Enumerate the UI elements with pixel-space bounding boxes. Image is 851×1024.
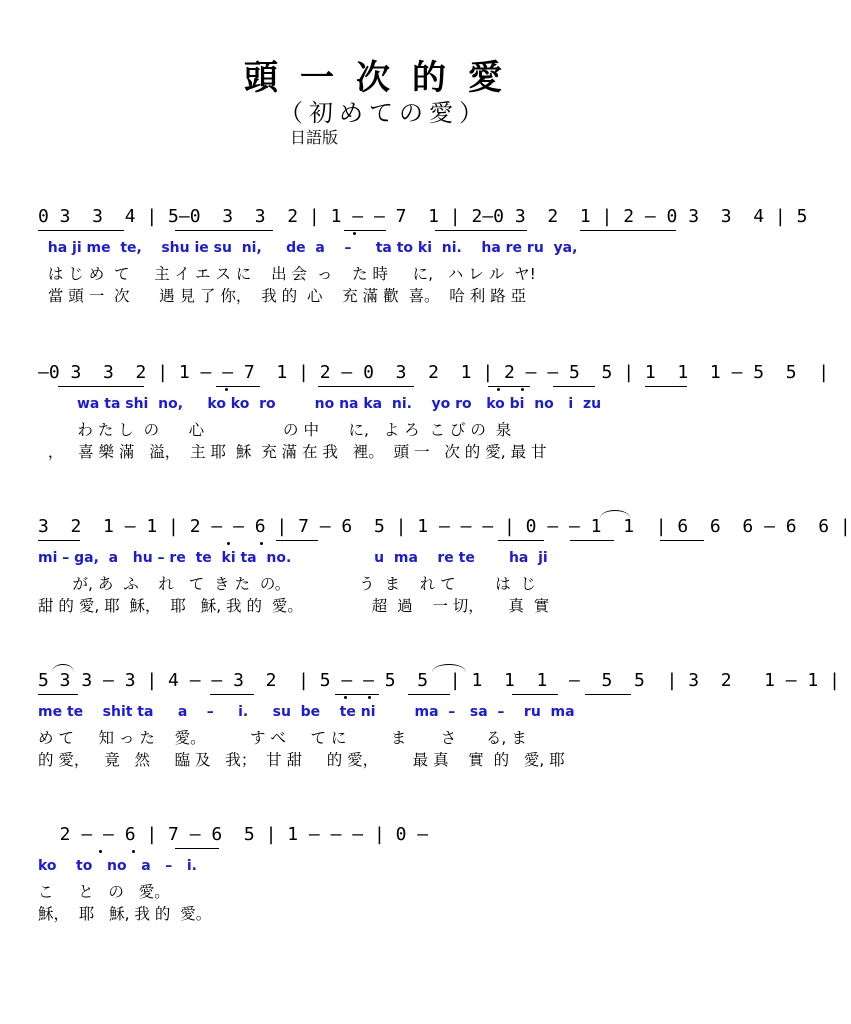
chinese-lyrics: 的 愛， 竟 然 臨 及 我； 甘 甜 的 愛， 最 真 實 的 愛, 耶 — [38, 751, 565, 769]
romaji-lyrics: ko to no a – i. — [38, 858, 197, 874]
romaji-lyrics: wa ta shi no, ko ko ro no na ka ni. yo ro ko bi no i zu — [38, 396, 602, 412]
romaji-lyrics: me te shit ta a – i. su be te ni ma – sa – ru ma — [38, 704, 575, 720]
notation-line: 2 – – 6 | 7 – 6 5 | 1 – – – | 0 – — [38, 824, 429, 845]
chinese-lyrics: ， 喜 樂 滿 溢， 主 耶 穌 充 滿 在 我 裡。 頭 一 次 的 愛, 最 甘 — [38, 443, 547, 461]
notation-line: –0 3 3 2 | 1 – – 7 1 | 2 – 0 3 2 1 | 2 – – 5 5 | 1 1 1 – 5 5 | — [38, 362, 830, 383]
notation-line: 5 3 3 – 3 | 4 – – 3 2 | 5 – – 5 5 | 1 1 1 – 5 5 | 3 2 1 – 1 | — [38, 670, 840, 691]
chinese-lyrics: 甜 的 愛, 耶 穌， 耶 穌, 我 的 愛。 超 過 一 切， 真 實 — [38, 597, 550, 615]
song-title: 頭一次的愛 — [244, 58, 524, 98]
japanese-lyrics: は じ め て 主 イ エ ス に 出 会 っ た 時 に, ハ レ ル ヤ! — [38, 265, 536, 283]
notation-line: 0 3 3 4 | 5–0 3 3 2 | 1 – – 7 1 | 2–0 3 2 1 | 2 – 0 3 3 4 | 5 — [38, 206, 808, 227]
japanese-lyrics: わ た し の 心 の 中 に, よ ろ こ び の 泉 — [38, 421, 512, 439]
chinese-lyrics: 當 頭 一 次 遇 見 了 你， 我 的 心 充 滿 歡 喜。 哈 利 路 亞 — [38, 287, 527, 305]
version-label: 日語版 — [290, 128, 339, 147]
song-subtitle: （初めての愛） — [279, 99, 489, 127]
japanese-lyrics: こ と の 愛。 — [38, 883, 170, 901]
chinese-lyrics: 穌， 耶 穌, 我 的 愛。 — [38, 905, 212, 923]
romaji-lyrics: mi – ga, a hu – re te ki ta no. u ma re te ha ji — [38, 550, 548, 566]
japanese-lyrics: が, あ ふ れ て き た の。 う ま れ て は じ — [38, 575, 536, 593]
romaji-lyrics: ha ji me te, shu ie su ni, de a – ta to ki ni. ha re ru ya, — [38, 240, 578, 256]
notation-line: 3 2 1 – 1 | 2 – – 6 | 7 – 6 5 | 1 – – – | 0 – – 1 1 | 6 6 6 – 6 6 | — [38, 516, 851, 537]
japanese-lyrics: め て 知 っ た 愛。 す べ て に ま さ る, ま — [38, 729, 527, 747]
